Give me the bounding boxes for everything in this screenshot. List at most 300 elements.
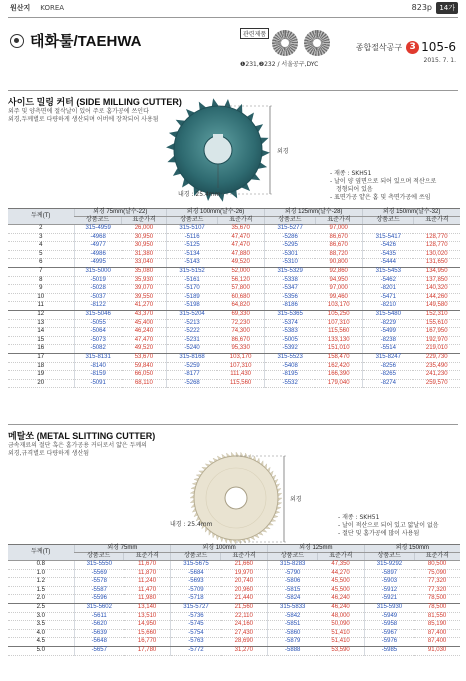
outer-diameter-label: 외경 xyxy=(290,496,302,503)
table-row xyxy=(8,285,460,294)
price-cell: 90,800 xyxy=(315,259,362,268)
table-row xyxy=(8,621,460,630)
product-code-cell: -5736 xyxy=(171,612,221,621)
product-code-cell: -5921 xyxy=(364,595,414,604)
product-code-cell: -4995 xyxy=(74,259,122,268)
price-cell: 94,950 xyxy=(315,276,362,285)
price-cell: 49,520 xyxy=(217,259,264,268)
thickness-cell: 1.2 xyxy=(8,578,74,587)
cutter-tooth xyxy=(212,98,219,106)
description-line: 외경,규격별로 다량하게 생산됨 xyxy=(8,450,90,457)
product-code-cell: 315-5329 xyxy=(265,267,316,276)
catalog-date: 2015. 7. 1. xyxy=(423,57,456,64)
table-row xyxy=(8,242,460,251)
price-cell: 81,550 xyxy=(414,612,460,621)
price-cell: 13,140 xyxy=(124,603,171,612)
header-rule xyxy=(8,17,458,18)
note-line: - 날이 양 옆면으로 되어 있으며 적산으로 xyxy=(330,178,437,185)
price-cell: 11,470 xyxy=(124,586,171,595)
product-code-cell: -5143 xyxy=(167,259,218,268)
price-cell: 27,430 xyxy=(221,629,268,638)
thickness-cell: 3.0 xyxy=(8,612,74,621)
page-reference: 823p xyxy=(411,3,432,12)
product-code-cell: -5824 xyxy=(267,595,317,604)
product-code-cell: -5851 xyxy=(267,621,317,630)
price-cell: 45,500 xyxy=(317,586,364,595)
price-cell: 99,460 xyxy=(315,293,362,302)
product-code-cell: -5426 xyxy=(363,242,414,251)
price-cell: 45,500 xyxy=(317,578,364,587)
price-cell: 35,930 xyxy=(122,276,167,285)
price-cell: 51,410 xyxy=(317,638,364,647)
product-code-cell: -5116 xyxy=(167,233,218,242)
price-cell: 45,400 xyxy=(122,319,167,328)
price-cell: 95,330 xyxy=(217,345,264,354)
group-header: 외경 150mm(날수-32) xyxy=(363,209,460,217)
table-row xyxy=(8,259,460,268)
product-code-cell: -5611 xyxy=(74,612,124,621)
thickness-cell: 4.5 xyxy=(8,638,74,647)
group-header: 외경 100mm(날수-26) xyxy=(167,209,265,217)
product-code-cell: -5587 xyxy=(74,586,124,595)
price-cell: 77,320 xyxy=(414,578,460,587)
product-code-cell: 315-5523 xyxy=(265,353,316,362)
table-row xyxy=(8,233,460,242)
product-code-cell: -5198 xyxy=(167,302,218,311)
product-code-cell: -4986 xyxy=(74,250,122,259)
product-code-cell: -5514 xyxy=(363,345,414,354)
thickness-cell: 7 xyxy=(8,267,74,276)
price-cell: 30,950 xyxy=(122,233,167,242)
saw-tooth xyxy=(190,495,194,498)
cutter-tooth xyxy=(261,150,269,157)
price-cell: 26,000 xyxy=(122,225,167,234)
product-code-cell: -5648 xyxy=(74,638,124,647)
price-cell: 107,310 xyxy=(217,362,264,371)
product-code-cell: -5064 xyxy=(74,328,122,337)
price-cell: 46,240 xyxy=(122,328,167,337)
product-code-cell: -5471 xyxy=(363,293,414,302)
section-title-side-milling: 사이드 밀링 커터 (SIDE MILLING CUTTER) xyxy=(8,97,182,107)
product-code-cell: -5657 xyxy=(74,646,124,655)
section-rule xyxy=(8,424,458,425)
product-code-cell: 315-5417 xyxy=(363,233,414,242)
product-code-cell: -5082 xyxy=(74,345,122,354)
product-code-cell: -8159 xyxy=(74,371,122,380)
price-cell: 53,670 xyxy=(122,353,167,362)
price-cell: 19,970 xyxy=(221,569,268,578)
product-code-cell: -8265 xyxy=(363,371,414,380)
product-code-cell: -5125 xyxy=(167,242,218,251)
price-cell: 134,950 xyxy=(413,267,460,276)
table-row xyxy=(8,569,460,578)
product-code-cell: 315-5000 xyxy=(74,267,122,276)
price-cell: 59,840 xyxy=(122,362,167,371)
note-line: - 절단 및 홈가공에 많이 사용됨 xyxy=(338,530,420,537)
price-header: 표준가격 xyxy=(124,553,171,561)
thickness-cell: 4.0 xyxy=(8,629,74,638)
related-cutter-icon xyxy=(304,30,330,56)
code-header: 상품코드 xyxy=(167,217,218,225)
price-cell: 92,860 xyxy=(315,267,362,276)
product-code-cell: -5189 xyxy=(167,293,218,302)
metal-slitting-price-table xyxy=(8,544,460,656)
table-row xyxy=(8,250,460,259)
price-cell: 47,880 xyxy=(217,250,264,259)
price-header: 표준가격 xyxy=(414,553,460,561)
thickness-cell: 16 xyxy=(8,345,74,354)
thickness-cell: 4 xyxy=(8,242,74,251)
origin-value: KOREA xyxy=(40,4,65,12)
table-row xyxy=(8,629,460,638)
product-code-cell: -8177 xyxy=(167,371,218,380)
code-header: 상품코드 xyxy=(364,553,414,561)
price-cell: 77,320 xyxy=(414,586,460,595)
inner-diameter-label: 내경 : 25.4mm xyxy=(178,191,221,198)
product-code-cell: -5879 xyxy=(267,638,317,647)
price-cell: 66,050 xyxy=(122,371,167,380)
price-cell: 21,660 xyxy=(221,561,268,570)
origin-label: 원산지 xyxy=(10,4,31,12)
price-cell: 103,170 xyxy=(217,353,264,362)
group-header: 외경 75mm(날수-22) xyxy=(74,209,167,217)
note-line: - 표면가공 얕은 홈 및 측면가공에 쓰임 xyxy=(330,194,431,201)
product-code-cell: -5684 xyxy=(171,569,221,578)
price-cell: 47,470 xyxy=(122,336,167,345)
product-code-cell: -5134 xyxy=(167,250,218,259)
product-code-cell: -5763 xyxy=(171,638,221,647)
price-cell: 74,300 xyxy=(217,328,264,337)
price-cell: 11,980 xyxy=(124,595,171,604)
note-line: - 재종 : SKH51 xyxy=(330,170,372,177)
thickness-cell: 3 xyxy=(8,233,74,242)
product-code-cell: -5693 xyxy=(171,578,221,587)
price-cell: 20,960 xyxy=(221,586,268,595)
price-cell: 28,690 xyxy=(221,638,268,647)
price-cell: 97,000 xyxy=(315,225,362,234)
price-cell: 39,070 xyxy=(122,285,167,294)
product-code-cell: -5912 xyxy=(364,586,414,595)
product-code-cell: -4968 xyxy=(74,233,122,242)
product-code-cell: -5949 xyxy=(364,612,414,621)
price-header: 표준가격 xyxy=(413,217,460,225)
product-code-cell: 315-5480 xyxy=(363,310,414,319)
catalog-circle-badge: 3 xyxy=(406,41,419,54)
price-cell: 137,850 xyxy=(413,276,460,285)
price-cell: 52,000 xyxy=(217,267,264,276)
price-cell: 241,230 xyxy=(413,371,460,380)
thickness-cell: 0.8 xyxy=(8,561,74,570)
price-cell: 44,270 xyxy=(317,569,364,578)
price-cell: 133,130 xyxy=(315,336,362,345)
price-cell: 140,320 xyxy=(413,285,460,294)
product-code-cell: 315-8168 xyxy=(167,353,218,362)
price-cell xyxy=(413,225,460,234)
thickness-cell: 2 xyxy=(8,225,74,234)
product-code-cell: -5392 xyxy=(265,345,316,354)
price-header: 표준가격 xyxy=(217,217,264,225)
table-row xyxy=(8,595,460,604)
price-cell: 11,670 xyxy=(124,561,171,570)
price-cell: 68,110 xyxy=(122,379,167,388)
price-cell: 47,350 xyxy=(317,561,364,570)
product-code-cell: -5569 xyxy=(74,569,124,578)
product-code-cell: -5408 xyxy=(265,362,316,371)
price-cell: 152,310 xyxy=(413,310,460,319)
table-row xyxy=(8,302,460,311)
price-cell: 46,240 xyxy=(317,595,364,604)
price-cell: 130,020 xyxy=(413,250,460,259)
code-header: 상품코드 xyxy=(363,217,414,225)
price-cell: 48,000 xyxy=(317,612,364,621)
code-header: 상품코드 xyxy=(74,553,124,561)
price-cell: 87,400 xyxy=(414,629,460,638)
price-cell: 41,270 xyxy=(122,302,167,311)
thickness-cell: 13 xyxy=(8,319,74,328)
product-code-cell: -8256 xyxy=(363,362,414,371)
product-code-cell: -5356 xyxy=(265,293,316,302)
product-code-cell: -5161 xyxy=(167,276,218,285)
product-code-cell: -4977 xyxy=(74,242,122,251)
price-cell: 103,170 xyxy=(315,302,362,311)
product-code-cell: -5976 xyxy=(364,638,414,647)
section-rule xyxy=(8,90,458,91)
product-code-cell: -5005 xyxy=(265,336,316,345)
related-label: 관련제품 xyxy=(240,28,269,39)
table-body xyxy=(8,561,460,656)
price-cell: 17,780 xyxy=(124,646,171,655)
outer-diameter-label: 외경 xyxy=(277,148,289,155)
price-cell: 30,950 xyxy=(122,242,167,251)
specification-notes xyxy=(330,170,436,202)
product-code-cell: -5037 xyxy=(74,293,122,302)
product-code-cell: 315-5365 xyxy=(265,310,316,319)
specification-notes xyxy=(338,514,439,538)
table-row xyxy=(8,293,460,302)
price-cell: 31,380 xyxy=(122,250,167,259)
product-code-cell: 315-5602 xyxy=(74,603,124,612)
product-code-cell: -5620 xyxy=(74,621,124,630)
product-code-cell: -5806 xyxy=(267,578,317,587)
product-code-cell: -8122 xyxy=(74,302,122,311)
related-refs: ❶231,❷232 / 서울공구,DYC xyxy=(240,61,319,68)
price-cell: 166,390 xyxy=(315,371,362,380)
price-cell: 51,410 xyxy=(317,629,364,638)
product-code-cell: -5709 xyxy=(171,586,221,595)
price-cell: 144,260 xyxy=(413,293,460,302)
price-cell: 111,430 xyxy=(217,371,264,380)
product-code-cell: 315-5930 xyxy=(364,603,414,612)
thickness-cell: 8 xyxy=(8,276,74,285)
product-code-cell: -5222 xyxy=(167,328,218,337)
inner-diameter-label: 내경 : 25.4mm xyxy=(170,521,213,528)
section-description xyxy=(8,442,147,458)
product-code-cell: 315-4959 xyxy=(74,225,122,234)
product-code-cell: -5462 xyxy=(363,276,414,285)
table-row xyxy=(8,345,460,354)
top-bar xyxy=(0,0,466,16)
product-code-cell: -5091 xyxy=(74,379,122,388)
price-cell: 11,870 xyxy=(124,569,171,578)
product-code-cell: -8274 xyxy=(363,379,414,388)
thickness-cell: 15 xyxy=(8,336,74,345)
cutter-tooth xyxy=(166,143,174,150)
product-code-cell: -5435 xyxy=(363,250,414,259)
code-header: 상품코드 xyxy=(171,553,221,561)
price-cell: 235,490 xyxy=(413,362,460,371)
price-header: 표준가격 xyxy=(221,553,268,561)
product-code-cell: -5170 xyxy=(167,285,218,294)
product-code-cell: 315-5550 xyxy=(74,561,124,570)
price-cell: 13,510 xyxy=(124,612,171,621)
price-cell: 86,670 xyxy=(315,233,362,242)
table-row xyxy=(8,310,460,319)
table-row xyxy=(8,638,460,647)
price-cell: 86,670 xyxy=(217,336,264,345)
price-header: 표준가격 xyxy=(122,217,167,225)
product-code-cell: 315-5152 xyxy=(167,267,218,276)
brand xyxy=(10,30,142,51)
side-milling-price-table xyxy=(8,208,460,388)
table-row xyxy=(8,578,460,587)
product-code-cell: -5639 xyxy=(74,629,124,638)
section-description xyxy=(8,108,159,124)
thickness-cell: 9 xyxy=(8,285,74,294)
product-code-cell: -5073 xyxy=(74,336,122,345)
thickness-cell: 1.5 xyxy=(8,586,74,595)
group-header: 외경 75mm xyxy=(74,545,171,553)
price-cell: 39,550 xyxy=(122,293,167,302)
table-row xyxy=(8,612,460,621)
price-cell: 31,270 xyxy=(221,646,268,655)
table-row xyxy=(8,276,460,285)
product-code-cell: -5019 xyxy=(74,276,122,285)
product-code-cell: -5596 xyxy=(74,595,124,604)
price-cell: 16,770 xyxy=(124,638,171,647)
price-cell: 14,950 xyxy=(124,621,171,630)
product-code-cell: -8210 xyxy=(363,302,414,311)
price-cell: 107,310 xyxy=(315,319,362,328)
description-line: 외경,두께별로 다량하게 생산되며 어버에 장착되어 사용됨 xyxy=(8,116,159,123)
code-header: 상품코드 xyxy=(267,553,317,561)
product-code-cell: -5240 xyxy=(167,345,218,354)
table-row xyxy=(8,379,460,388)
brand-logo-icon xyxy=(10,34,24,48)
table-row xyxy=(8,561,460,570)
product-code-cell: -5718 xyxy=(171,595,221,604)
price-cell: 75,090 xyxy=(414,569,460,578)
price-cell: 158,470 xyxy=(315,353,362,362)
product-code-cell: -5301 xyxy=(265,250,316,259)
product-code-cell: -5578 xyxy=(74,578,124,587)
product-code-cell: 315-5107 xyxy=(167,225,218,234)
product-code-cell: -5745 xyxy=(171,621,221,630)
product-code-cell: -5347 xyxy=(265,285,316,294)
product-code-cell: -8140 xyxy=(74,362,122,371)
thickness-cell: 11 xyxy=(8,302,74,311)
table-row xyxy=(8,319,460,328)
product-code-cell: -5499 xyxy=(363,328,414,337)
product-code-cell: -5754 xyxy=(171,629,221,638)
price-cell: 21,440 xyxy=(221,595,268,604)
thickness-cell: 5 xyxy=(8,250,74,259)
price-cell: 60,680 xyxy=(217,293,264,302)
product-code-cell: -5268 xyxy=(167,379,218,388)
product-code-cell: -5286 xyxy=(265,233,316,242)
thickness-cell: 12 xyxy=(8,310,74,319)
thickness-header: 두께(T) xyxy=(8,545,74,561)
product-code-cell: -5842 xyxy=(267,612,317,621)
product-code-cell: -5790 xyxy=(267,569,317,578)
table-row xyxy=(8,267,460,276)
table-row xyxy=(8,328,460,337)
product-code-cell: 315-5833 xyxy=(267,603,317,612)
product-code-cell: -5815 xyxy=(267,586,317,595)
code-header: 상품코드 xyxy=(74,217,122,225)
description-line: 외주 및 양측면에 절삭날이 있어 주로 홈가공에 쓰인다 xyxy=(8,108,149,115)
product-code-cell: -5958 xyxy=(364,621,414,630)
price-cell: 78,500 xyxy=(414,595,460,604)
thickness-header: 두께(T) xyxy=(8,209,74,225)
price-cell: 97,000 xyxy=(315,285,362,294)
note-line: - 재종 : SKH51 xyxy=(338,514,380,521)
price-cell: 128,770 xyxy=(413,233,460,242)
table-row xyxy=(8,225,460,234)
catalog-page-number: 105-6 xyxy=(421,40,456,54)
group-header: 외경 125mm(날수-28) xyxy=(265,209,363,217)
price-cell: 35,080 xyxy=(122,267,167,276)
product-code-cell: -5985 xyxy=(364,646,414,655)
price-cell: 155,610 xyxy=(413,319,460,328)
price-cell: 151,010 xyxy=(315,345,362,354)
product-code-cell: -5860 xyxy=(267,629,317,638)
price-cell: 20,740 xyxy=(221,578,268,587)
product-code-cell: 315-9292 xyxy=(364,561,414,570)
thickness-cell: 10 xyxy=(8,293,74,302)
price-cell: 47,470 xyxy=(217,242,264,251)
note-line: - 날이 적산으로 되어 있고 얇날이 없음 xyxy=(338,522,439,529)
table-row xyxy=(8,353,460,362)
product-code-cell: -5897 xyxy=(364,569,414,578)
price-cell: 128,770 xyxy=(413,242,460,251)
product-code-cell: -8238 xyxy=(363,336,414,345)
table-body xyxy=(8,225,460,388)
price-cell: 24,160 xyxy=(221,621,268,630)
price-cell: 47,470 xyxy=(217,233,264,242)
saw-tooth xyxy=(236,452,239,456)
code-header: 상품코드 xyxy=(265,217,316,225)
price-cell: 50,090 xyxy=(317,621,364,630)
table-row xyxy=(8,362,460,371)
price-header: 표준가격 xyxy=(317,553,364,561)
price-cell: 192,970 xyxy=(413,336,460,345)
product-code-cell: 315-5277 xyxy=(265,225,316,234)
price-cell: 43,370 xyxy=(122,310,167,319)
catalog-number xyxy=(356,40,456,54)
price-cell: 229,730 xyxy=(413,353,460,362)
table-row xyxy=(8,586,460,595)
thickness-cell: 18 xyxy=(8,362,74,371)
product-code-cell: -5903 xyxy=(364,578,414,587)
saw-tooth xyxy=(278,498,282,501)
price-cell: 56,120 xyxy=(217,276,264,285)
price-cell: 115,560 xyxy=(217,379,264,388)
thickness-cell: 2.0 xyxy=(8,595,74,604)
price-cell: 15,660 xyxy=(124,629,171,638)
thickness-cell: 1.0 xyxy=(8,569,74,578)
product-code-cell: -5055 xyxy=(74,319,122,328)
price-cell: 72,230 xyxy=(217,319,264,328)
